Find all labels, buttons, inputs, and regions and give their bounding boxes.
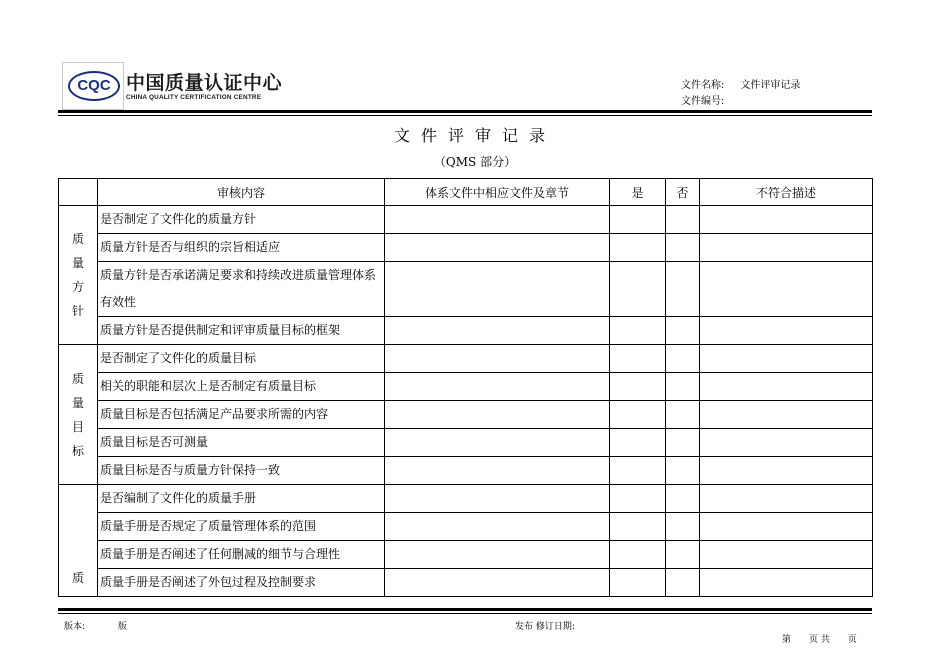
footer-rule-thick — [58, 608, 872, 611]
yes-cell[interactable] — [610, 457, 666, 485]
no-cell[interactable] — [666, 457, 700, 485]
no-cell[interactable] — [666, 513, 700, 541]
section-label — [59, 345, 98, 485]
cqc-logo-icon: CQC — [68, 71, 120, 101]
system-document-cell[interactable] — [385, 345, 610, 373]
system-document-cell[interactable] — [385, 401, 610, 429]
table-row — [59, 206, 873, 234]
review-item: 质量手册是否规定了质量管理体系的范围 — [98, 513, 385, 541]
review-item: 质量目标是否与质量方针保持一致 — [98, 457, 385, 485]
nonconformity-cell[interactable] — [700, 485, 873, 513]
nonconformity-cell[interactable] — [700, 262, 873, 317]
header-no: 否 — [666, 179, 700, 206]
table-row — [59, 401, 873, 429]
review-table — [58, 178, 873, 597]
table-header-row — [59, 179, 873, 206]
yes-cell[interactable] — [610, 206, 666, 234]
footer-page-number: 第 页 共 页 — [782, 635, 857, 645]
table-row — [59, 457, 873, 485]
no-cell[interactable] — [666, 541, 700, 569]
document-info — [681, 78, 800, 110]
yes-cell[interactable] — [610, 485, 666, 513]
no-cell[interactable] — [666, 317, 700, 345]
system-document-cell[interactable] — [385, 541, 610, 569]
no-cell[interactable] — [666, 401, 700, 429]
table-row — [59, 485, 873, 513]
no-cell[interactable] — [666, 485, 700, 513]
system-document-cell[interactable] — [385, 569, 610, 597]
system-document-cell[interactable] — [385, 457, 610, 485]
nonconformity-cell[interactable] — [700, 513, 873, 541]
review-item: 质量方针是否提供制定和评审质量目标的框架 — [98, 317, 385, 345]
footer-version-suffix: 版 — [118, 622, 128, 632]
header-rule-thick — [58, 110, 872, 113]
nonconformity-cell[interactable] — [700, 206, 873, 234]
table-row — [59, 513, 873, 541]
header-rule-thin — [58, 115, 872, 116]
header-nonconformity: 不符合描述 — [700, 179, 873, 206]
yes-cell[interactable] — [610, 373, 666, 401]
yes-cell[interactable] — [610, 234, 666, 262]
doc-name-value: 文件评审记录 — [740, 80, 801, 91]
page-subtitle: （QMS 部分） — [433, 155, 517, 169]
table-body — [59, 206, 873, 597]
system-document-cell[interactable] — [385, 262, 610, 317]
nonconformity-cell[interactable] — [700, 345, 873, 373]
doc-number-label: 文件编号: — [681, 96, 725, 107]
yes-cell[interactable] — [610, 513, 666, 541]
system-document-cell[interactable] — [385, 429, 610, 457]
section-label-text: 质量方针 — [71, 232, 84, 318]
review-item: 相关的职能和层次上是否制定有质量目标 — [98, 373, 385, 401]
system-document-cell[interactable] — [385, 373, 610, 401]
table-row — [59, 429, 873, 457]
footer-rule-thin — [58, 613, 872, 614]
nonconformity-cell[interactable] — [700, 541, 873, 569]
nonconformity-cell[interactable] — [700, 234, 873, 262]
review-item: 是否编制了文件化的质量手册 — [98, 485, 385, 513]
review-item: 质量目标是否可测量 — [98, 429, 385, 457]
doc-name-label: 文件名称: — [681, 80, 725, 91]
nonconformity-cell[interactable] — [700, 317, 873, 345]
review-item: 是否制定了文件化的质量目标 — [98, 345, 385, 373]
system-document-cell[interactable] — [385, 206, 610, 234]
review-item: 质量方针是否承诺满足要求和持续改进质量管理体系有效性 — [98, 262, 385, 317]
no-cell[interactable] — [666, 345, 700, 373]
section-label — [59, 485, 98, 597]
no-cell[interactable] — [666, 569, 700, 597]
yes-cell[interactable] — [610, 262, 666, 317]
header-system-document: 体系文件中相应文件及章节 — [385, 179, 610, 206]
yes-cell[interactable] — [610, 429, 666, 457]
cqc-logo — [62, 62, 283, 110]
nonconformity-cell[interactable] — [700, 429, 873, 457]
yes-cell[interactable] — [610, 401, 666, 429]
review-item: 质量目标是否包括满足产品要求所需的内容 — [98, 401, 385, 429]
yes-cell[interactable] — [610, 317, 666, 345]
header-yes: 是 — [610, 179, 666, 206]
footer-version-label: 版本: — [64, 622, 86, 632]
no-cell[interactable] — [666, 429, 700, 457]
table-row — [59, 234, 873, 262]
nonconformity-cell[interactable] — [700, 373, 873, 401]
table-row — [59, 569, 873, 597]
no-cell[interactable] — [666, 234, 700, 262]
section-label-text: 质量目标 — [71, 371, 84, 458]
section-label — [59, 206, 98, 345]
page-title: 文件评审记录 — [393, 126, 556, 145]
table-row — [59, 317, 873, 345]
nonconformity-cell[interactable] — [700, 401, 873, 429]
table-row — [59, 541, 873, 569]
table-row — [59, 262, 873, 317]
system-document-cell[interactable] — [385, 513, 610, 541]
review-item: 质量方针是否与组织的宗旨相适应 — [98, 234, 385, 262]
yes-cell[interactable] — [610, 345, 666, 373]
section-label-text: 质 — [71, 571, 84, 585]
review-item: 质量手册是否阐述了外包过程及控制要求 — [98, 569, 385, 597]
system-document-cell[interactable] — [385, 485, 610, 513]
no-cell[interactable] — [666, 262, 700, 317]
review-item: 是否制定了文件化的质量方针 — [98, 206, 385, 234]
table-row — [59, 345, 873, 373]
yes-cell[interactable] — [610, 569, 666, 597]
header-section-cell — [59, 179, 98, 206]
footer-release-date: 发布 修订日期: — [515, 622, 575, 632]
table-row — [59, 373, 873, 401]
no-cell[interactable] — [666, 206, 700, 234]
no-cell[interactable] — [666, 373, 700, 401]
system-document-cell[interactable] — [385, 317, 610, 345]
logo-name-cn: 中国质量认证中心 — [126, 72, 283, 94]
review-item: 质量手册是否阐述了任何删减的细节与合理性 — [98, 541, 385, 569]
header-review-content: 审核内容 — [98, 179, 385, 206]
nonconformity-cell[interactable] — [700, 457, 873, 485]
nonconformity-cell[interactable] — [700, 569, 873, 597]
logo-name-en: CHINA QUALITY CERTIFICATION CENTRE — [126, 94, 262, 101]
system-document-cell[interactable] — [385, 234, 610, 262]
yes-cell[interactable] — [610, 541, 666, 569]
